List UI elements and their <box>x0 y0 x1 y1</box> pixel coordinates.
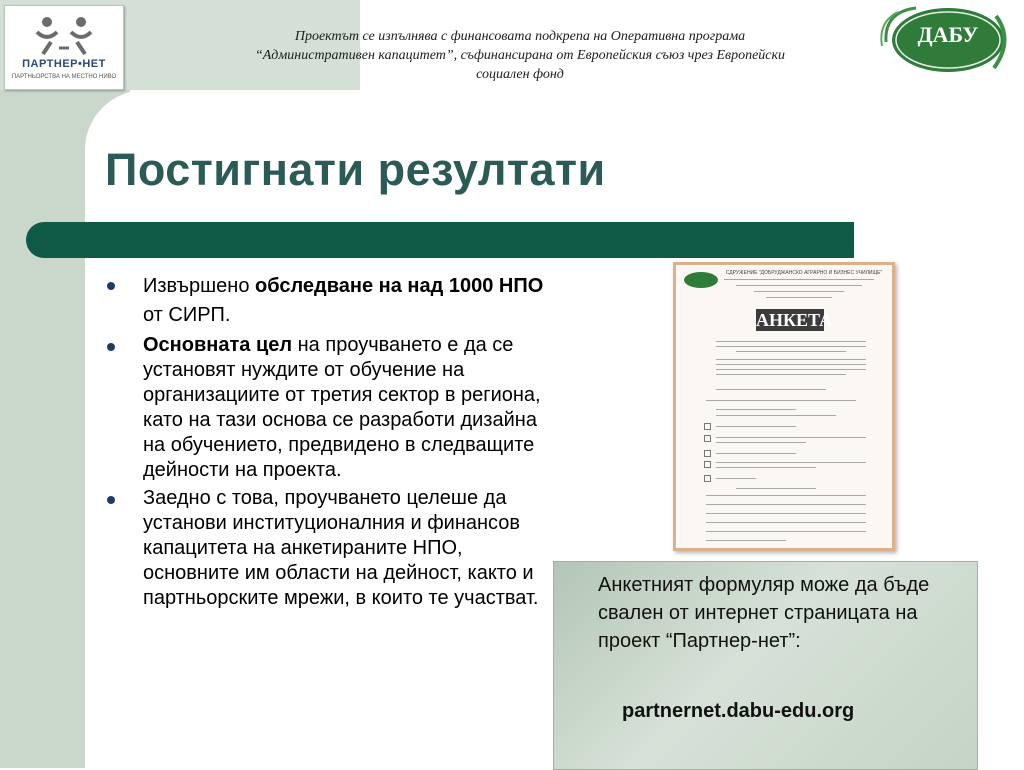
list-item <box>105 333 545 483</box>
document-logo-icon <box>684 272 718 288</box>
document-heading: АНКЕТА <box>756 310 833 330</box>
list-item <box>105 486 545 611</box>
b3-text: Заедно с това, проучването целеше да установи институционалния и финансов капацитета на анкетираните НПО, основните им области на дейност, както и партньорските мрежи, в които те участват. <box>143 487 539 609</box>
b1-post: от СИРП. <box>143 304 231 326</box>
download-info-text: Анкетният формуляр може да бъде свален от интернет страницата на проект “Партнер-нет”: <box>598 574 930 652</box>
page-title: Постигнати резултати <box>105 144 606 195</box>
funding-notice-line2: “Административен капацитет”, съфинансирана от Европейския съюз чрез Европейски <box>254 48 786 63</box>
partner-net-logo <box>4 5 124 90</box>
survey-document-image <box>673 262 895 551</box>
bullet-dot-icon <box>107 343 115 351</box>
bullet-dot-icon <box>107 496 115 504</box>
bullet-dot-icon <box>107 282 115 290</box>
b2-bold: Основната цел <box>143 334 293 356</box>
dabu-logo-name: ДАБУ <box>917 22 979 47</box>
funding-notice-line1: Проектът се изпълнява с финансовата подкрепа на Оперативна програма <box>294 29 746 44</box>
results-list <box>105 272 545 611</box>
title-underline-bar <box>26 222 854 258</box>
dabu-logo-icon <box>876 2 1016 78</box>
b1-pre: Извършено <box>143 275 256 297</box>
partner-net-logo-icon <box>33 14 95 56</box>
logo-left-name: ПАРТНЕР•НЕТ <box>22 58 106 70</box>
list-item <box>105 272 545 330</box>
logo-left-subtitle: ПАРТНЬОРСТВА НА МЕСТНО НИВО <box>11 74 117 80</box>
document-org: СДРУЖЕНИЕ "ДОБРУДЖАНСКО АГРАРНО И БИЗНЕС УЧИЛИЩЕ" <box>725 270 883 276</box>
funding-notice-line3: социален фонд <box>476 67 564 82</box>
funding-notice <box>160 27 880 84</box>
b2-post: на проучването е да се установят нуждите от обучение на организациите от третия сектор в региона, като на тази основа се разработи дизайна на обучението, предвидено в следващите дейности на проекта. <box>143 334 541 481</box>
project-website-link[interactable]: partnernet.dabu-edu.org <box>622 700 855 722</box>
download-info-box <box>553 561 978 770</box>
dabu-logo <box>876 2 1016 78</box>
b1-bold: обследване на над 1000 НПО <box>255 275 544 297</box>
